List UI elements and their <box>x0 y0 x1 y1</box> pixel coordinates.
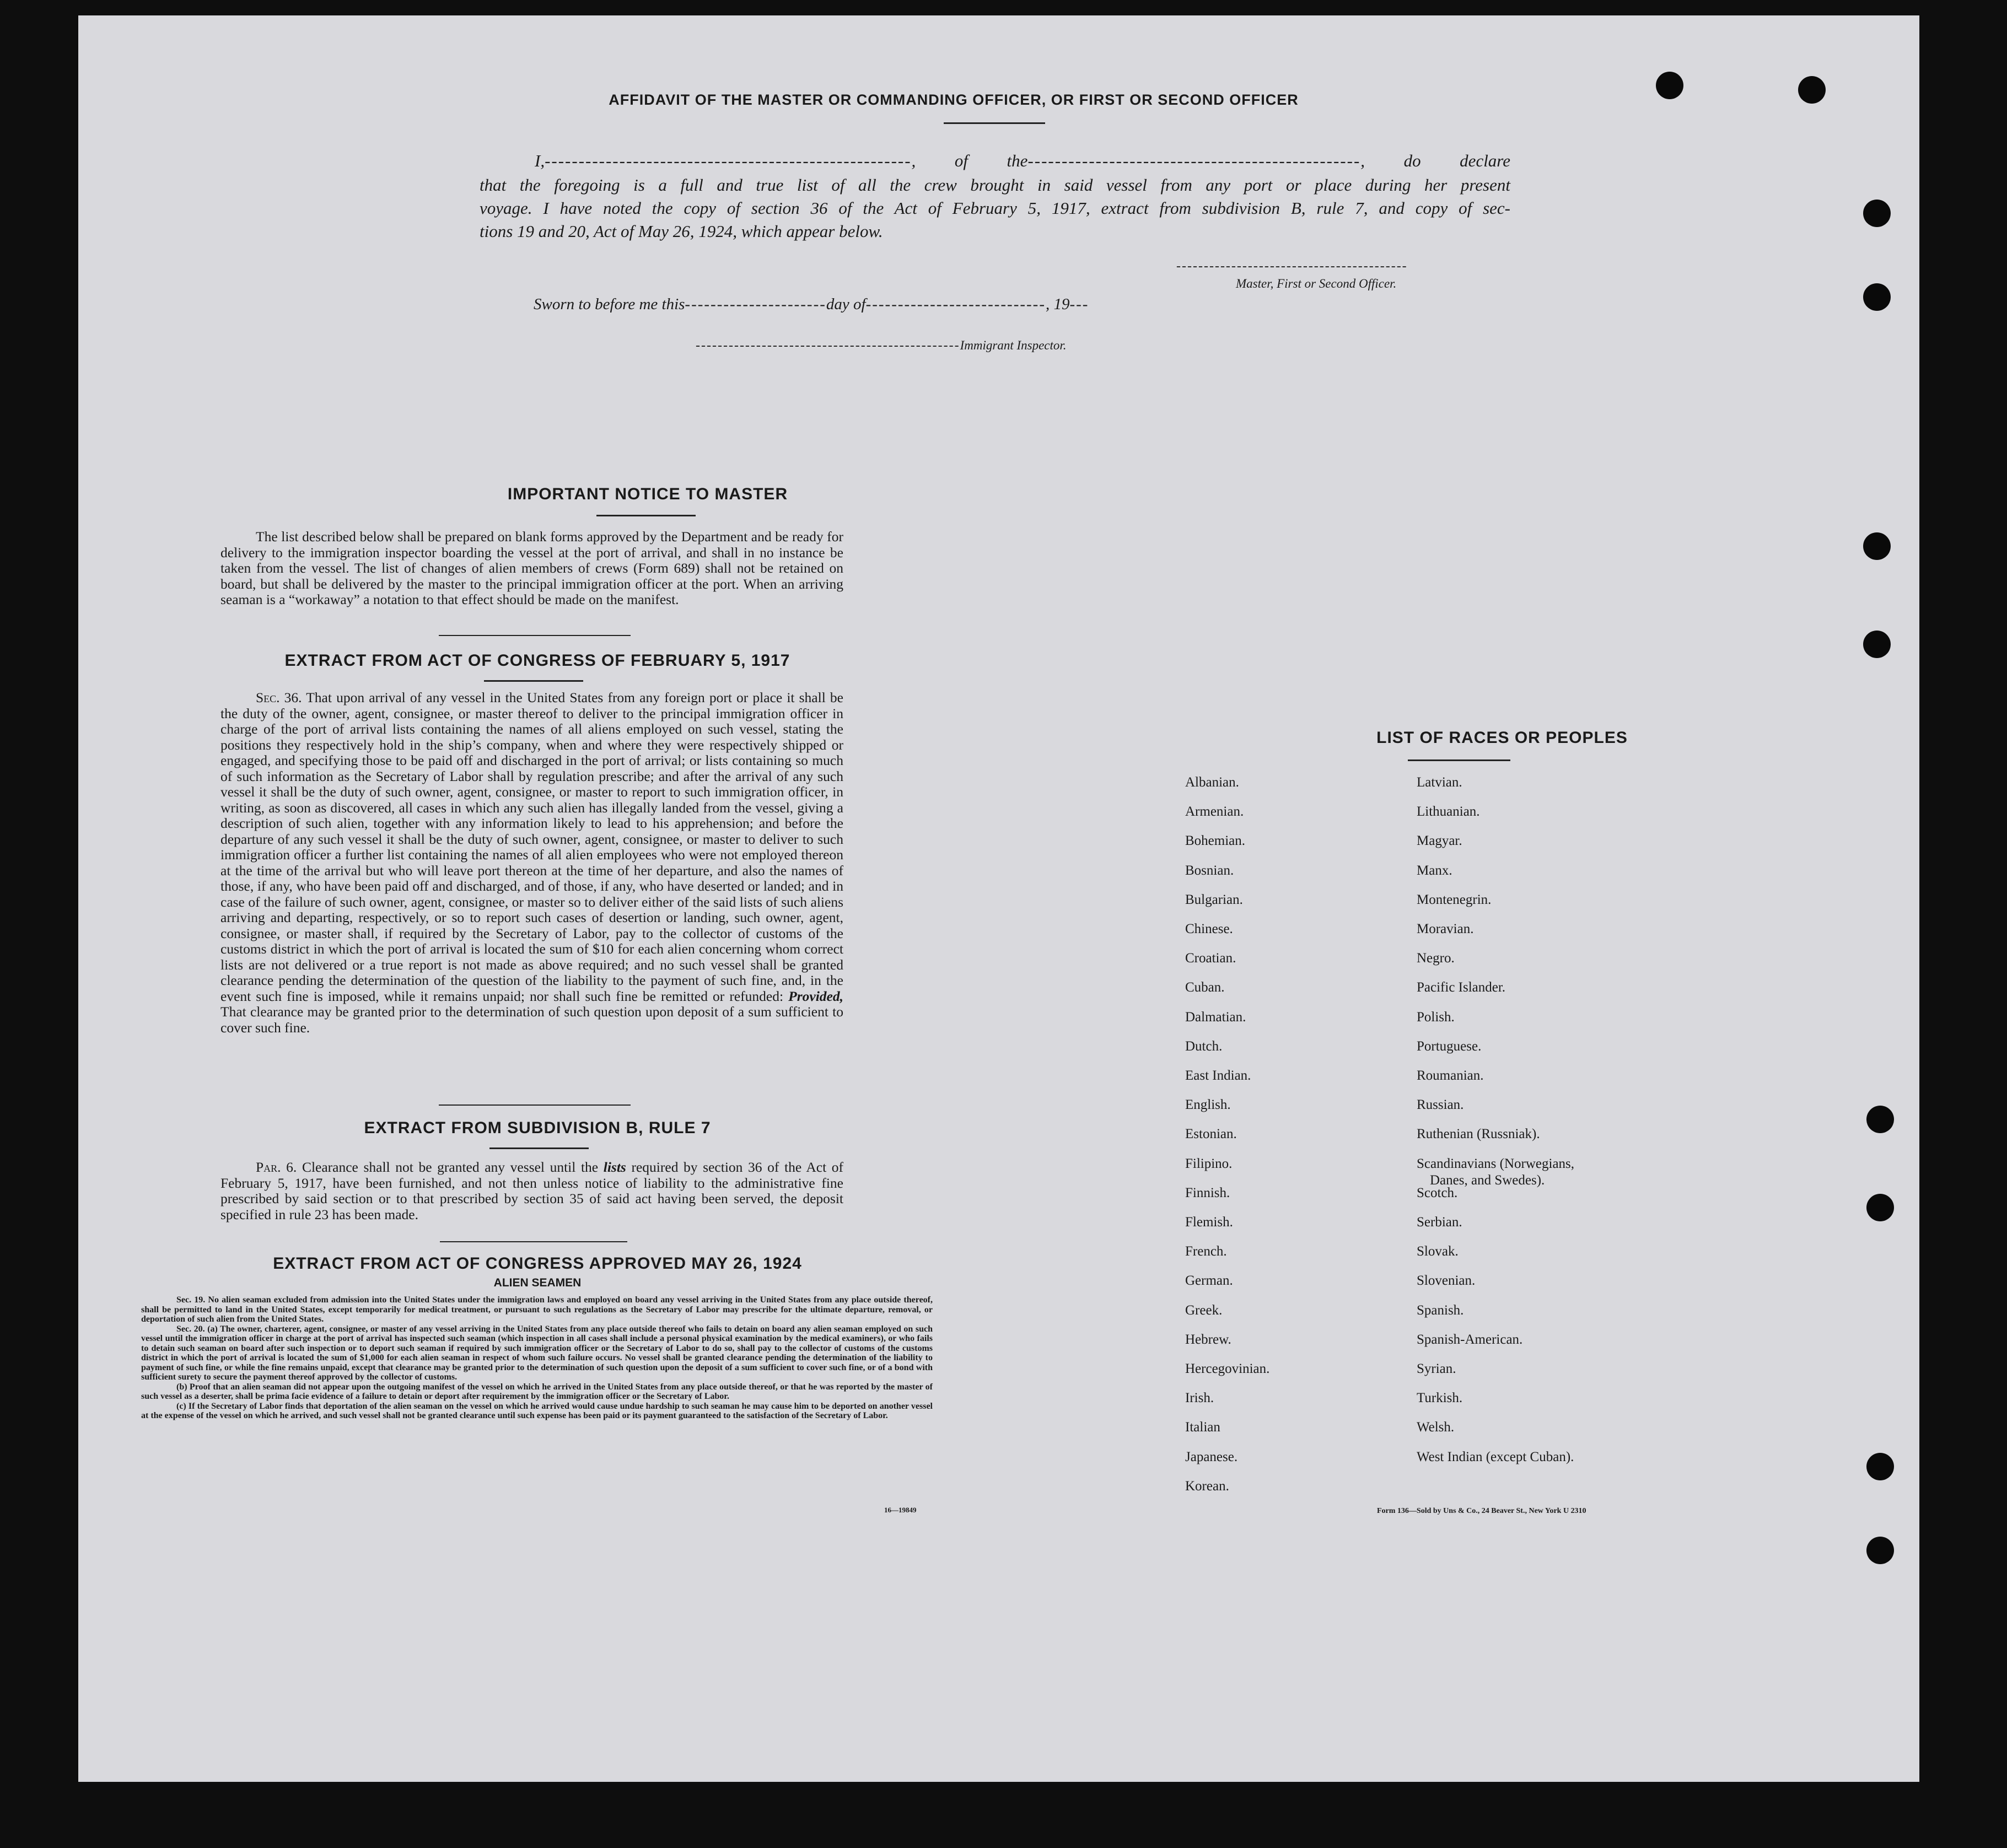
race-item: Croatian. <box>1185 951 1236 966</box>
race-item: Scotch. <box>1417 1185 1458 1200</box>
race-item: Greek. <box>1185 1302 1223 1318</box>
punch-hole <box>1656 72 1683 99</box>
affidavit-line-3: voyage. I have noted the copy of section 36 of the Act of February 5, 1917, extract from subdivision B, rule 7, and copy of sec- <box>480 198 1510 218</box>
race-item: Slovak. <box>1417 1244 1459 1259</box>
race-item: Manx. <box>1417 863 1452 878</box>
lists-word: lists <box>603 1159 626 1175</box>
extract-rule7-body <box>220 1160 843 1222</box>
name-blank: ------------------------------------------------------ <box>545 151 912 170</box>
notice-title: IMPORTANT NOTICE TO MASTER <box>507 485 788 503</box>
race-item: Armenian. <box>1185 804 1244 820</box>
race-item: East Indian. <box>1185 1068 1251 1083</box>
signature-line: ------------------------------------------ <box>1176 259 1408 273</box>
notice-body <box>220 529 843 608</box>
extract-1917-title: EXTRACT FROM ACT OF CONGRESS OF FEBRUARY 5, 1917 <box>284 651 790 670</box>
section-36-text: That upon arrival of any vessel in the United States from any foreign port or place it shall be the duty of the owner, agent, consignee, or master thereof to deliver to the principal immigration officer in charge of the port of arrival lists containing the names of all aliens employed on such vessel, stating the positions they respectively hold in the ship’s company, when and where they were respectively shipped or engaged, and specifying those to be paid off and discharged in the port of arrival; or lists containing so much of such information as the Secretary of Labor shall by regulation prescribe; and after the arrival of any such vessel it shall be the duty of such owner, agent, consignee, or master to report to such immigration officer, in writing, as soon as discovered, all cases in which any such alien has illegally landed from the vessel, giving a description of such alien, together with any information likely to lead to his apprehension; and before the departure of any such vessel it shall be the duty of such owner, agent, consignee, or master to deliver to such immigration officer a further list containing the names of all alien employees who were not employed thereon at the time of the arrival but who will leave port thereon at the time of her departure, and also the names of those, if any, who have been paid off and discharged, and of those, if any, who have deserted or landed; and in case of the failure of such owner, agent, consignee, or master so to deliver either of the said lists of such aliens arriving and departing, respectively, or so to report such cases of desertion or landing, such owner, agent, consignee, or master shall, if required by the Secretary of Labor, pay to the collector of customs of the customs district in which the port of arrival is located the sum of $10 for each alien concerning whom correct lists are not delivered or a true report is not made as above required; and no such vessel shall be granted clearance pending the determination of the question of the liability to the payment of such fine, and, in the event such fine is imposed, while it remains unpaid; nor shall such fine be remitted or refunded: <box>220 689 843 1004</box>
punch-hole <box>1798 76 1826 104</box>
affidavit-i: I, <box>535 151 545 170</box>
race-item: Japanese. <box>1185 1449 1238 1464</box>
race-item: Estonian. <box>1185 1127 1237 1142</box>
race-item: Latvian. <box>1417 775 1462 790</box>
race-item: Bulgarian. <box>1185 892 1243 907</box>
race-item: Italian <box>1185 1420 1220 1435</box>
inspector-label: Immigrant Inspector. <box>960 338 1067 352</box>
race-item: Dalmatian. <box>1185 1009 1246 1025</box>
race-item: Welsh. <box>1417 1420 1455 1435</box>
race-item: Irish. <box>1185 1391 1214 1406</box>
affidavit-line-2: that the foregoing is a full and true list of all the crew brought in said vessel from any port or place during her present <box>480 175 1510 195</box>
race-item: Portuguese. <box>1417 1038 1482 1054</box>
divider <box>439 635 631 636</box>
race-item: Negro. <box>1417 951 1455 966</box>
race-item: Hebrew. <box>1185 1332 1231 1347</box>
race-item: Danes, and Swedes). <box>1430 1172 1545 1188</box>
race-item: French. <box>1185 1244 1227 1259</box>
race-item: Polish. <box>1417 1009 1455 1025</box>
proviso-label: Provided, <box>788 988 844 1004</box>
print-code: 16—19849 <box>884 1506 917 1514</box>
race-item: West Indian (except Cuban). <box>1417 1449 1574 1464</box>
affidavit-line-1 <box>480 151 1510 171</box>
sworn-text: Sworn to before me this <box>534 295 685 313</box>
race-item: Montenegrin. <box>1417 892 1492 907</box>
race-item: Flemish. <box>1185 1215 1233 1230</box>
punch-hole <box>1866 1106 1894 1133</box>
race-item: Bohemian. <box>1185 833 1246 849</box>
divider <box>439 1105 631 1106</box>
race-item: English. <box>1185 1097 1231 1113</box>
extract-1924-body <box>141 1295 933 1421</box>
punch-hole <box>1863 631 1891 658</box>
punch-hole <box>1866 1537 1894 1564</box>
month-blank: ---------------------------- <box>865 295 1046 313</box>
section-19-text: Sec. 19. No alien seaman excluded from admission into the United States under the immigration laws and employed on board any vessel arriving in the United States from any place outside thereof, shall be permitted to land in the United States, except temporarily for medical treatment, or pursuant to such regulations as the Secretary of Labor may prescribe for the ultimate departure, removal, or deportation of such alien from the United States. <box>141 1295 933 1324</box>
race-item: Moravian. <box>1417 922 1474 936</box>
form-note: Form 136—Sold by Uns & Co., 24 Beaver St., New York U 2310 <box>1377 1507 1586 1515</box>
day-of-text: day of <box>826 295 866 313</box>
sworn-line <box>534 295 1089 314</box>
punch-hole <box>1866 1453 1894 1480</box>
year-prefix: , 19 <box>1045 295 1070 313</box>
race-item: Bosnian. <box>1185 863 1234 878</box>
race-item: Scandinavians (Norwegians, <box>1417 1156 1575 1171</box>
race-item: Korean. <box>1185 1478 1229 1494</box>
race-item: Syrian. <box>1417 1361 1456 1376</box>
race-item: Albanian. <box>1185 775 1239 790</box>
year-blank: --- <box>1069 295 1089 313</box>
race-item: Hercegovinian. <box>1185 1361 1270 1376</box>
races-title: LIST OF RACES OR PEOPLES <box>1376 729 1628 747</box>
race-item: Magyar. <box>1417 833 1462 849</box>
race-item: Serbian. <box>1417 1215 1462 1230</box>
race-item: Chinese. <box>1185 922 1233 936</box>
affidavit-of-the: , of the <box>911 151 1028 170</box>
divider <box>596 515 696 516</box>
section-20b-text: (b) Proof that an alien seaman did not appear upon the outgoing manifest of the vessel on which he arrived in the United States from any place outside thereof, or that he was reported by the master of such vessel as a deserter, shall be prima facie evidence of a failure to detain or deport after requirement by the immigration officer or the Secretary of Labor. <box>141 1382 933 1401</box>
race-item: Cuban. <box>1185 980 1225 995</box>
notice-text: The list described below shall be prepared on blank forms approved by the Department and be ready for delivery to the immigration inspector boarding the vessel at the port of arrival, and shall in no instance be taken from the vessel. The list of changes of alien members of crews (Form 689) shall not be retained on board, but shall be delivered by the master to the principal immigration officer at the port. When an arriving seaman is a “workaway” a notation to that effect should be made on the manifest. <box>220 529 843 607</box>
divider <box>440 1241 627 1242</box>
par-6-label: Par. 6. <box>256 1159 297 1175</box>
divider <box>944 122 1045 124</box>
section-20a-text: Sec. 20. (a) The owner, charterer, agent, consignee, or master of any vessel arriving in the United States from any place outside thereof who fails to detain on board any alien seaman employed on such vessel until the immigration officer in charge at the port of arrival has inspected such seaman (which inspection in all cases shall include a personal physical examination by the medical examiners), or who fails to detain such seaman on board after such inspection or to deport such seaman if required by such immigration officer or the Secretary of Labor to do so, shall pay to the collector of customs of the customs district in which the port of arrival is located the sum of $1,000 for each alien seaman in respect of whom such failure occurs. No vessel shall be granted clearance pending the determination of the liability to payment of such fine, or while the fine remains unpaid, except that clearance may be granted prior to the determination of such question upon the deposit of a sum sufficient to cover such fine, or of a bond with sufficient surety to secure the payment thereof approved by the collector of customs. <box>141 1324 933 1382</box>
race-item: Ruthenian (Russniak). <box>1417 1127 1540 1142</box>
race-item: Filipino. <box>1185 1156 1233 1171</box>
race-item: Dutch. <box>1185 1038 1223 1054</box>
punch-hole <box>1866 1194 1894 1221</box>
race-item: Spanish. <box>1417 1302 1464 1318</box>
race-item: Pacific Islander. <box>1417 980 1506 995</box>
affidavit-line-4: tions 19 and 20, Act of May 26, 1924, which appear below. <box>480 222 883 241</box>
section-20c-text: (c) If the Secretary of Labor finds that deportation of the alien seaman on the vessel on which he arrived would cause undue hardship to such seaman he may cause him to be deported on another vessel at the expense of the vessel on which he arrived, and such vessel shall not be granted clearance until such expense has been paid or its payment guaranteed to the satisfaction of the Secretary of Labor. <box>141 1401 933 1420</box>
race-item: Turkish. <box>1417 1391 1463 1406</box>
race-item: Slovenian. <box>1417 1273 1476 1289</box>
race-item: Finnish. <box>1185 1185 1230 1200</box>
extract-1917-body <box>220 690 843 1036</box>
punch-hole <box>1863 283 1891 311</box>
divider <box>1408 759 1510 761</box>
race-item: Russian. <box>1417 1097 1464 1113</box>
race-item: Lithuanian. <box>1417 804 1480 820</box>
section-36-label: Sec. 36. <box>256 689 302 705</box>
proviso-text: That clearance may be granted prior to the determination of such question upon deposit of a sum sufficient to cover such fine. <box>220 1004 843 1036</box>
race-item: German. <box>1185 1273 1233 1289</box>
affidavit-do-declare: , do declare <box>1360 151 1510 170</box>
inspector-blank: ------------------------------------------------ <box>696 338 960 353</box>
punch-hole <box>1863 200 1891 227</box>
divider <box>484 680 583 682</box>
inspector-line <box>696 338 1067 353</box>
extract-1924-title: EXTRACT FROM ACT OF CONGRESS APPROVED MAY 26, 1924 <box>273 1254 802 1273</box>
alien-seamen-subtitle: ALIEN SEAMEN <box>493 1276 582 1289</box>
race-item: Roumanian. <box>1417 1068 1484 1083</box>
affidavit-title: AFFIDAVIT OF THE MASTER OR COMMANDING OFFICER, OR FIRST OR SECOND OFFICER <box>609 91 1299 108</box>
extract-rule7-title: EXTRACT FROM SUBDIVISION B, RULE 7 <box>364 1119 711 1137</box>
punch-hole <box>1863 532 1891 560</box>
vessel-blank: ------------------------------------------------- <box>1027 151 1361 170</box>
race-item: Spanish-American. <box>1417 1332 1523 1347</box>
rule7-text-b: required by section 36 of the Act of February 5, 1917, have been furnished, and not then unless notice of liability to the administrative fine prescribed by said section or to that prescribed by section 35 of said act having been served, the deposit specified in rule 23 has been made. <box>220 1159 844 1222</box>
rule7-text-a: Clearance shall not be granted any vessel until the <box>302 1159 599 1175</box>
divider <box>489 1147 589 1149</box>
signature-label: Master, First or Second Officer. <box>1236 277 1397 290</box>
day-blank: ---------------------- <box>685 295 826 313</box>
